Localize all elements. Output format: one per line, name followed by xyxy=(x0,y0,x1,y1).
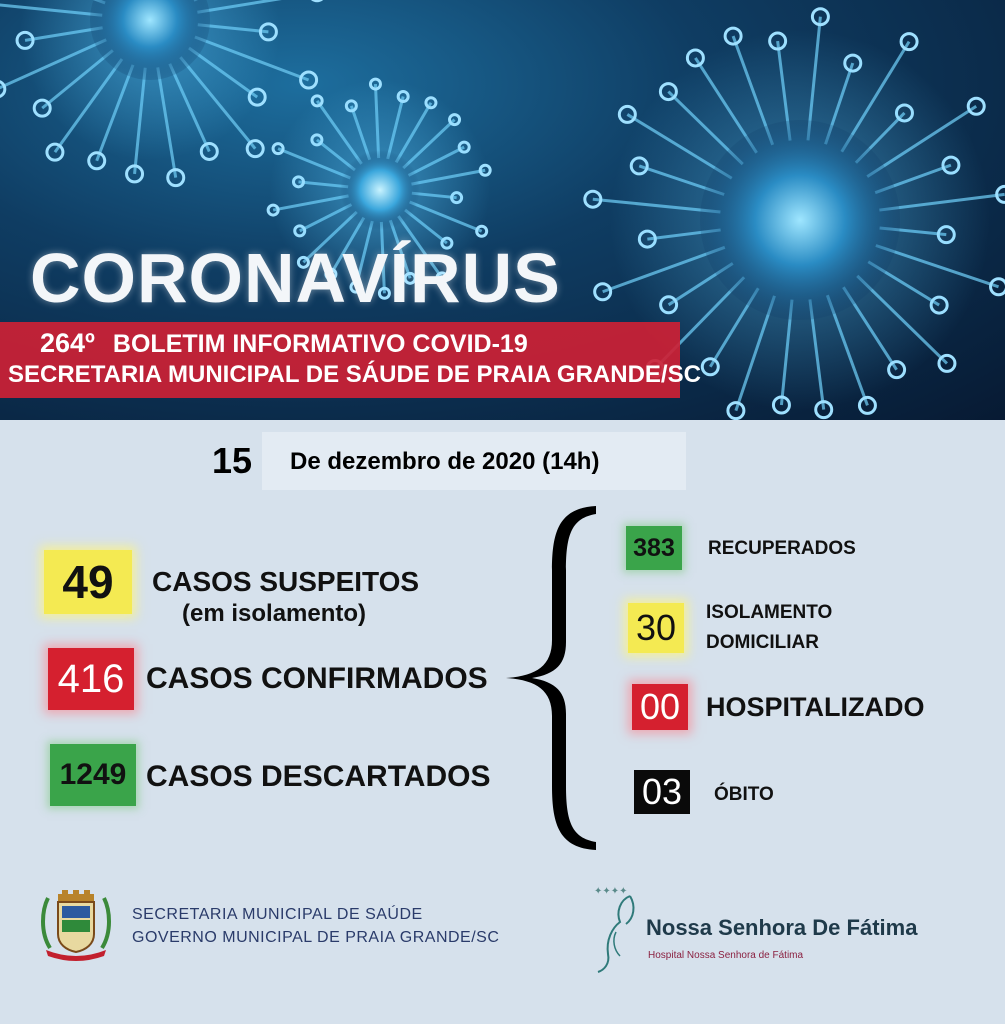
date-text: De dezembro de 2020 (14h) xyxy=(290,448,600,475)
municipal-crest-icon xyxy=(36,888,116,964)
secretaria-line-1: SECRETARIA MUNICIPAL DE SAÚDE xyxy=(132,906,423,923)
department-name: SECRETARIA MUNICIPAL DE SÁUDE DE PRAIA GRANDE/SC xyxy=(8,361,701,388)
virus-spike-tip xyxy=(0,81,5,97)
bulletin-line xyxy=(40,328,528,359)
deaths-label: ÓBITO xyxy=(714,784,774,805)
svg-text:✦✦✦✦: ✦✦✦✦ xyxy=(594,886,628,897)
page-title: CORONAVÍRUS xyxy=(30,239,561,317)
discarded-count: 1249 xyxy=(59,758,127,791)
secretaria-line-2: GOVERNO MUNICIPAL DE PRAIA GRANDE/SC xyxy=(132,929,500,946)
confirmed-count: 416 xyxy=(57,656,125,701)
confirmed-label: CASOS CONFIRMADOS xyxy=(146,662,488,695)
suspected-count-box xyxy=(44,550,132,614)
recovered-label: RECUPERADOS xyxy=(708,538,856,559)
recovered-count: 383 xyxy=(633,533,675,562)
bulletin-number: 264º xyxy=(40,328,95,358)
home-isolation-label-2: DOMICILIAR xyxy=(706,632,819,653)
hospital-logo-icon xyxy=(590,878,646,974)
deaths-count: 03 xyxy=(641,771,683,812)
deaths-count-box xyxy=(634,770,690,814)
bulletin-title: BOLETIM INFORMATIVO COVID-19 xyxy=(112,330,528,358)
hospitalized-count-box xyxy=(632,684,688,730)
home-isolation-count-box xyxy=(628,603,684,653)
curly-brace-icon xyxy=(500,500,600,855)
hospitalized-count: 00 xyxy=(639,686,681,727)
confirmed-count-box xyxy=(48,648,134,710)
virus-spike-tip xyxy=(309,0,325,1)
hospitalized-label: HOSPITALIZADO xyxy=(706,692,925,722)
home-isolation-count: 30 xyxy=(635,607,677,648)
suspected-count: 49 xyxy=(62,556,114,608)
home-isolation-label-1: ISOLAMENTO xyxy=(706,602,833,623)
discarded-label: CASOS DESCARTADOS xyxy=(146,760,491,793)
recovered-count-box xyxy=(626,526,682,570)
suspected-sublabel: (em isolamento) xyxy=(182,600,367,627)
hospital-name: Nossa Senhora De Fátima xyxy=(646,915,918,940)
discarded-count-box xyxy=(50,744,136,806)
date-day: 15 xyxy=(212,440,253,481)
hospital-subtitle: Hospital Nossa Senhora de Fátima xyxy=(648,950,804,961)
suspected-label: CASOS SUSPEITOS xyxy=(152,566,420,597)
